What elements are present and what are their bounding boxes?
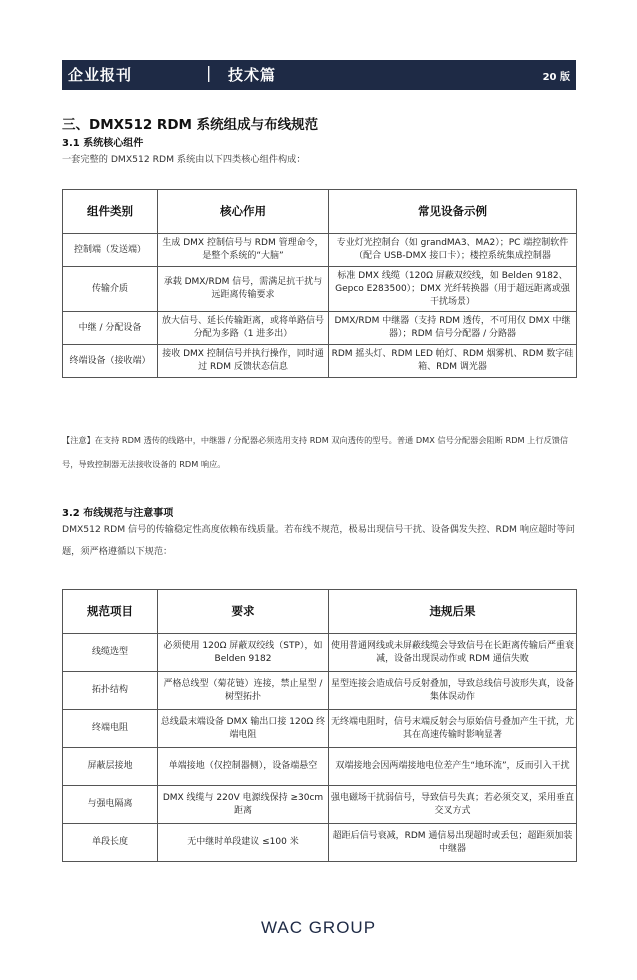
table-cell: 必须使用 120Ω 屏蔽双绞线（STP），如 Belden 9182 — [158, 634, 329, 672]
header-section: 技术篇 — [228, 66, 277, 84]
table-cell: 承载 DMX/RDM 信号，需满足抗干扰与远距离传输要求 — [158, 267, 329, 312]
table-cell: DMX/RDM 中继器（支持 RDM 透传，不可用仅 DMX 中继器）；RDM 信号分配器 / 分路器 — [329, 312, 577, 345]
table-row — [63, 824, 577, 862]
table-cell: 控制端（发送端） — [63, 234, 158, 267]
table-cell: 接收 DMX 控制信号并执行操作，同时通过 RDM 反馈状态信息 — [158, 345, 329, 378]
table-header-row — [63, 190, 577, 234]
page-number: 20 版 — [542, 72, 570, 83]
table-cell: 与强电隔离 — [63, 786, 158, 824]
table-cell: 拓扑结构 — [63, 672, 158, 710]
table-header-cell: 核心作用 — [158, 190, 329, 234]
header-separator: | — [206, 63, 212, 82]
table-cell: 生成 DMX 控制信号与 RDM 管理命令，是整个系统的“大脑” — [158, 234, 329, 267]
table-cell: 严格总线型（菊花链）连接，禁止星型 / 树型拓扑 — [158, 672, 329, 710]
page-header — [62, 60, 576, 90]
table-cell: 单段长度 — [63, 824, 158, 862]
table-header-cell: 违规后果 — [329, 590, 577, 634]
table-row — [63, 312, 577, 345]
subsection-intro-1: 一套完整的 DMX512 RDM 系统由以下四类核心组件构成： — [62, 154, 306, 165]
table-row — [63, 672, 577, 710]
header-brand: 企业报刊 — [68, 66, 133, 84]
table-header-cell: 要求 — [158, 590, 329, 634]
table-cell: RDM 摇头灯、RDM LED 帕灯、RDM 烟雾机、RDM 数字硅箱、RDM 调光器 — [329, 345, 577, 378]
table-row — [63, 267, 577, 312]
subsection-title-2: 3.2 布线规范与注意事项 — [62, 508, 174, 519]
table-row — [63, 748, 577, 786]
table-cell: 星型连接会造成信号反射叠加，导致总线信号波形失真，设备集体误动作 — [329, 672, 577, 710]
table-cell: 无中继时单段建议 ≤100 米 — [158, 824, 329, 862]
table-cell: 无终端电阻时，信号末端反射会与原始信号叠加产生干扰，尤其在高速传输时影响显著 — [329, 710, 577, 748]
table-cell: 传输介质 — [63, 267, 158, 312]
table-row — [63, 710, 577, 748]
table-cell: DMX 线缆与 220V 电源线保持 ≥30cm 距离 — [158, 786, 329, 824]
wiring-rules-table — [62, 589, 577, 862]
table-cell: 使用普通网线或未屏蔽线缆会导致信号在长距离传输后严重衰减，设备出现误动作或 RDM 通信失败 — [329, 634, 577, 672]
table-cell: 强电磁场干扰弱信号，导致信号失真；若必须交叉，采用垂直交叉方式 — [329, 786, 577, 824]
table-cell: 屏蔽层接地 — [63, 748, 158, 786]
table-cell: 专业灯光控制台（如 grandMA3、MA2）；PC 端控制软件（配合 USB-DMX 接口卡）；楼控系统集成控制器 — [329, 234, 577, 267]
table-cell: 中继 / 分配设备 — [63, 312, 158, 345]
table-cell: 总线最末端设备 DMX 输出口接 120Ω 终端电阻 — [158, 710, 329, 748]
core-components-table — [62, 189, 577, 378]
table-header-cell: 常见设备示例 — [329, 190, 577, 234]
section-title: 三、DMX512 RDM 系统组成与布线规范 — [62, 117, 319, 133]
table-cell: 标准 DMX 线缆（120Ω 屏蔽双绞线，如 Belden 9182、Gepco E283500）；DMX 光纤转换器（用于超远距离或强干扰场景） — [329, 267, 577, 312]
subsection-intro-2: DMX512 RDM 信号的传输稳定性高度依赖布线质量。若布线不规范，极易出现信号干扰、设备偶发失控、RDM 响应超时等问题，须严格遵循以下规范： — [62, 524, 575, 557]
table-cell: 终端电阻 — [63, 710, 158, 748]
table-header-cell: 组件类别 — [63, 190, 158, 234]
table-header-row — [63, 590, 577, 634]
table-row — [63, 786, 577, 824]
footer-logo: WAC GROUP — [260, 918, 377, 937]
table-row — [63, 634, 577, 672]
table-cell: 线缆选型 — [63, 634, 158, 672]
table-cell: 双端接地会因两端接地电位差产生“地环流”，反而引入干扰 — [329, 748, 577, 786]
table-cell: 放大信号、延长传输距离，或将单路信号分配为多路（1 进多出） — [158, 312, 329, 345]
table-cell: 终端设备（接收端） — [63, 345, 158, 378]
table-cell: 单端接地（仅控制器侧），设备端悬空 — [158, 748, 329, 786]
table-row — [63, 234, 577, 267]
table-cell: 超距后信号衰减，RDM 通信易出现超时或丢包；超距须加装中继器 — [329, 824, 577, 862]
table-header-cell: 规范项目 — [63, 590, 158, 634]
subsection-title-1: 3.1 系统核心组件 — [62, 138, 144, 149]
table-row — [63, 345, 577, 378]
note-paragraph: 【注意】在支持 RDM 透传的线路中，中继器 / 分配器必须选用支持 RDM 双向透传的型号。普通 DMX 信号分配器会阻断 RDM 上行反馈信号，导致控制器无法接收设备的 RDM 响应。 — [62, 435, 569, 469]
